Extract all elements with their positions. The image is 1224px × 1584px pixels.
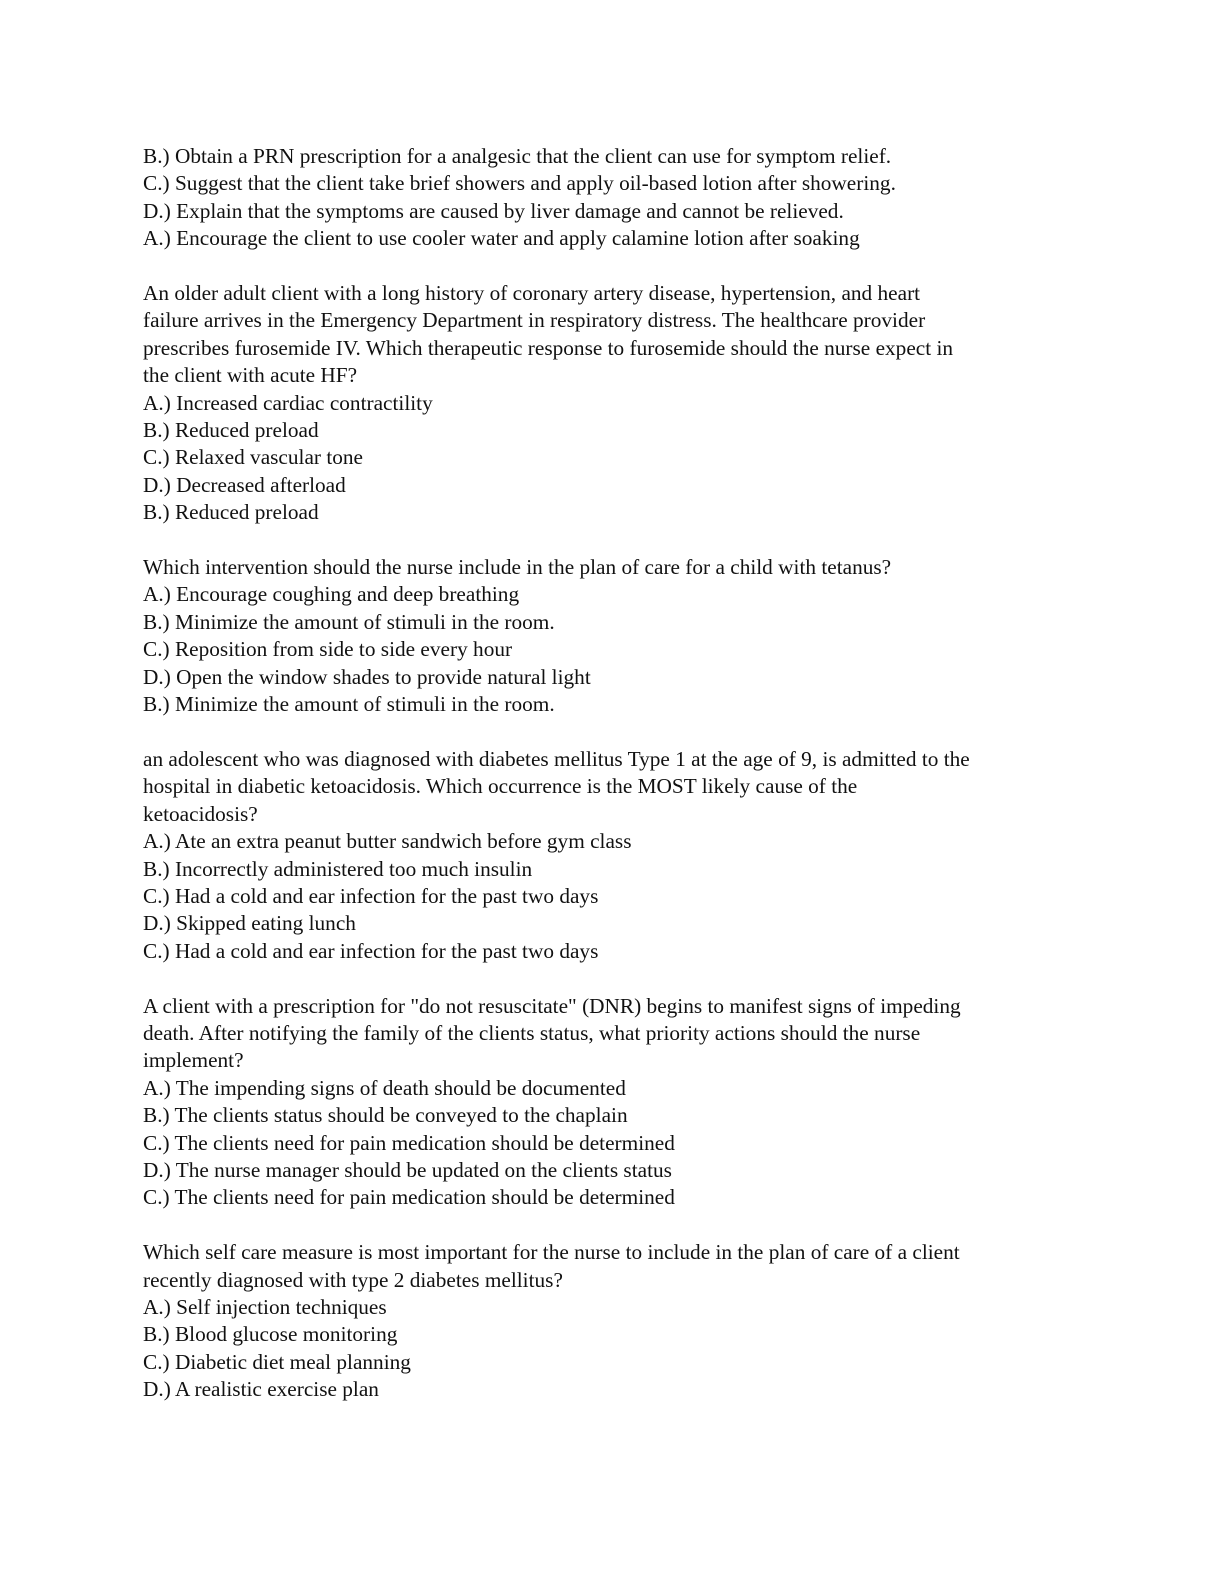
option-b: B.) Minimize the amount of stimuli in the room. bbox=[143, 609, 555, 634]
answer-line: C.) The clients need for pain medication should be determined bbox=[143, 1185, 675, 1210]
question-block bbox=[143, 746, 1103, 965]
question-text-line: ketoacidosis? bbox=[143, 801, 258, 826]
spacer bbox=[143, 965, 1103, 992]
question-block bbox=[143, 554, 1103, 718]
document-page bbox=[143, 143, 1103, 1404]
question-block bbox=[143, 143, 1103, 253]
option-d: D.) A realistic exercise plan bbox=[143, 1377, 379, 1402]
question-text-line: A client with a prescription for "do not resuscitate" (DNR) begins to manifest signs of impeding bbox=[143, 993, 961, 1018]
option-d: D.) Skipped eating lunch bbox=[143, 911, 356, 936]
question-text-line: the client with acute HF? bbox=[143, 363, 358, 388]
option-b: B.) Blood glucose monitoring bbox=[143, 1322, 398, 1347]
option-b: B.) Obtain a PRN prescription for a analgesic that the client can use for symptom relief. bbox=[143, 144, 892, 168]
question-text-line: An older adult client with a long history of coronary artery disease, hypertension, and heart bbox=[143, 281, 921, 306]
option-c: C.) Relaxed vascular tone bbox=[143, 445, 363, 470]
option-b: B.) Incorrectly administered too much insulin bbox=[143, 856, 533, 881]
question-text-line: Which intervention should the nurse include in the plan of care for a child with tetanus? bbox=[143, 555, 892, 580]
answer-line: B.) Reduced preload bbox=[143, 500, 319, 525]
question-block bbox=[143, 1239, 1103, 1403]
question-text-line: an adolescent who was diagnosed with diabetes mellitus Type 1 at the age of 9, is admitted to the bbox=[143, 746, 970, 771]
option-c: C.) Reposition from side to side every hour bbox=[143, 637, 513, 662]
option-d: D.) Decreased afterload bbox=[143, 472, 346, 497]
question-text-line: Which self care measure is most important for the nurse to include in the plan of care of a client bbox=[143, 1240, 960, 1265]
option-b: B.) The clients status should be conveyed to the chaplain bbox=[143, 1103, 628, 1128]
spacer bbox=[143, 253, 1103, 280]
option-a: A.) Encourage coughing and deep breathing bbox=[143, 582, 520, 607]
question-text-line: hospital in diabetic ketoacidosis. Which occurrence is the MOST likely cause of the bbox=[143, 774, 858, 799]
question-text-line: failure arrives in the Emergency Department in respiratory distress. The healthcare provider bbox=[143, 308, 926, 333]
question-text-line: implement? bbox=[143, 1048, 244, 1073]
question-text-line: prescribes furosemide IV. Which therapeutic response to furosemide should the nurse expect in bbox=[143, 335, 954, 360]
option-a: A.) Increased cardiac contractility bbox=[143, 390, 433, 415]
option-b: B.) Reduced preload bbox=[143, 418, 319, 443]
answer-line: C.) Had a cold and ear infection for the past two days bbox=[143, 938, 599, 963]
question-text-line: death. After notifying the family of the clients status, what priority actions should the nurse bbox=[143, 1020, 921, 1045]
spacer bbox=[143, 527, 1103, 554]
question-block bbox=[143, 993, 1103, 1212]
option-c: C.) The clients need for pain medication should be determined bbox=[143, 1130, 675, 1155]
spacer bbox=[143, 719, 1103, 746]
option-a: A.) Self injection techniques bbox=[143, 1294, 387, 1319]
answer-line: B.) Minimize the amount of stimuli in the room. bbox=[143, 692, 555, 717]
answer-line: A.) Encourage the client to use cooler water and apply calamine lotion after soaking bbox=[143, 226, 860, 251]
question-block bbox=[143, 280, 1103, 527]
option-c: C.) Suggest that the client take brief showers and apply oil-based lotion after showering. bbox=[143, 171, 896, 196]
question-text-line: recently diagnosed with type 2 diabetes mellitus? bbox=[143, 1267, 563, 1292]
spacer bbox=[143, 1212, 1103, 1239]
option-c: C.) Had a cold and ear infection for the past two days bbox=[143, 883, 599, 908]
option-d: D.) Explain that the symptoms are caused by liver damage and cannot be relieved. bbox=[143, 198, 844, 223]
option-d: D.) Open the window shades to provide natural light bbox=[143, 664, 591, 689]
option-a: A.) The impending signs of death should be documented bbox=[143, 1075, 626, 1100]
option-c: C.) Diabetic diet meal planning bbox=[143, 1349, 411, 1374]
option-d: D.) The nurse manager should be updated on the clients status bbox=[143, 1157, 672, 1182]
option-a: A.) Ate an extra peanut butter sandwich before gym class bbox=[143, 829, 632, 854]
